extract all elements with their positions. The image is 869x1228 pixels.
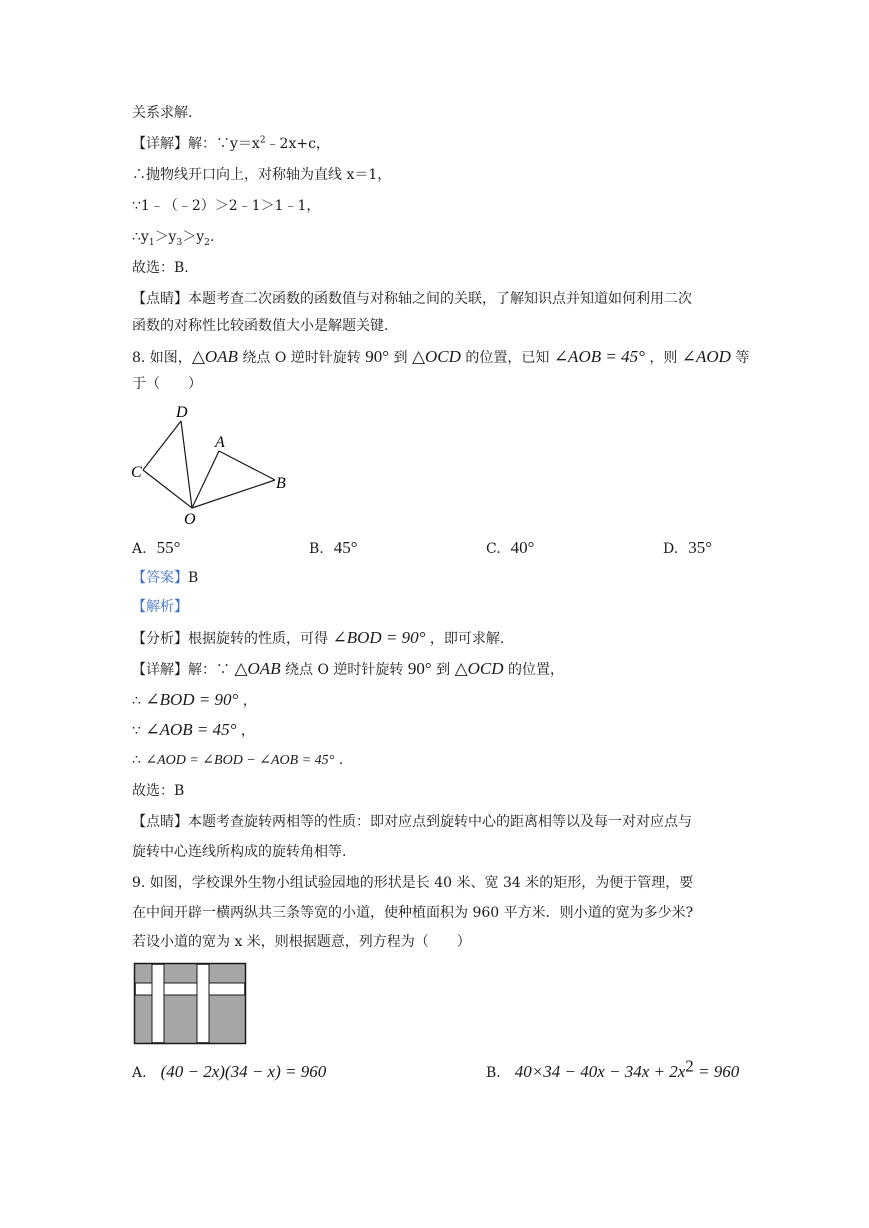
text-line: ∴抛物线开口向上，对称轴为直线 x＝1， [132,167,392,183]
option-c[interactable]: C. 40° [486,538,535,557]
analysis-line [132,597,188,617]
segment-cd [143,421,181,470]
garden-figure [133,962,249,1046]
fenxi-line: 【分析】根据旋转的性质，可得 ∠BOD = 90° ，即可求解. [132,628,505,647]
dianjing-line: 旋转中心连线所构成的旋转角相等. [132,844,347,860]
step-line: ∵ ∠AOB = 45° ， [132,720,255,739]
rotation-figure [130,400,290,530]
segment-oc [143,470,192,508]
option-a[interactable]: A. 55° [132,538,181,557]
label-o: O [184,511,196,528]
analysis-tag: 【解析】 [132,599,188,615]
segment-do [181,421,192,508]
segment-bo [192,480,275,508]
option-d[interactable]: D. 35° [663,538,712,557]
answer-line: 【答案】B [132,570,199,586]
garden-plot [135,964,246,1044]
segment-ab [219,451,275,480]
q9-option-a[interactable]: A. (40 − 2x)(34 − x) = 960 [132,1062,327,1081]
segment-oa [192,451,219,508]
detail-tag: 【详解】 [132,136,188,152]
text-line: 函数的对称性比较函数值大小是解题关键. [132,318,389,334]
q8-stem-line2: 于（ ） [132,376,202,392]
choose-line: 故选：B [132,783,185,799]
text-line: 关系求解. [132,105,193,121]
step-line: ∴ ∠BOD = 90° ， [132,690,257,709]
label-d: D [176,404,188,421]
q9-stem-line3: 若设小道的宽为 x 米，则根据题意，列方程为（ ） [132,934,471,950]
text-line: $\therefore y_1>y_3>y_2$. [132,229,215,248]
text-line: ∵1﹣（﹣2）＞2﹣1＞1﹣1， [132,198,321,214]
q9-stem-line2: 在中间开辟一横两纵共三条等宽的小道，使种植面积为 960 平方米．则小道的宽为多少米? [132,905,694,921]
q8-stem: 8. 如图，△OAB 绕点 O 逆时针旋转 90° 到 △OCD 的位置，已知 ∠AOB = 45° ，则 ∠AOD 等 [132,347,750,366]
label-a: A [215,434,225,451]
vertical-path-left [152,964,164,1042]
label-b: B [276,475,286,492]
dianjing-line: 【点睛】本题考查旋转两相等的性质：即对应点到旋转中心的距离相等以及每一对对应点与 [132,814,692,830]
label-c: C [131,464,142,481]
step-line: ∴ ∠AOD = ∠BOD − ∠AOB = 45° . [132,752,344,768]
xiangjie-line: 【详解】解：∵ △OAB 绕点 O 逆时针旋转 90° 到 △OCD 的位置， [132,659,564,678]
vertical-path-right [197,964,209,1042]
q9-stem-line1: 9. 如图，学校课外生物小组试验园地的形状是长 40 米、宽 34 米的矩形，为便于管理，要 [132,875,694,891]
text-line: 【详解】解：$\because y=x^2﹣2x+c$， [132,135,330,152]
q9-option-b[interactable]: B. $40\times 34 - 40x - 34x + 2x^2 = 960$ [486,1056,740,1081]
answer-tag: 【答案】 [132,570,188,586]
text-line: 故选：B. [132,260,189,276]
option-b[interactable]: B. 45° [309,538,358,557]
text-line: 【点睛】本题考查二次函数的函数值与对称轴之间的关联，了解知识点并知道如何利用二次 [132,291,692,307]
